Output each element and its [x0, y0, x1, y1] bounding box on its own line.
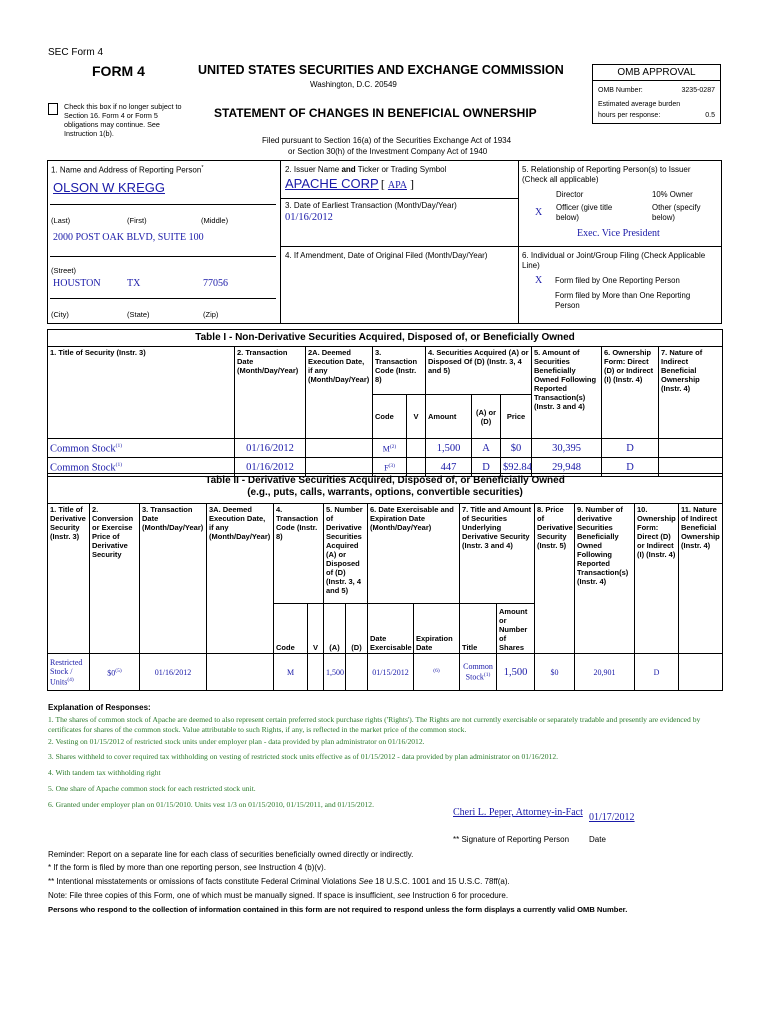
t2-row-und-title: Common Stock$^{(1)}$ [460, 654, 497, 691]
t2-row-expiration: (6) [414, 654, 460, 691]
table1-subheader-amount: Amount [426, 395, 472, 439]
table1-header-title: 1. Title of Security (Instr. 3) [48, 347, 235, 439]
other-option[interactable]: Other (specify below) [652, 203, 701, 222]
explanation-title: Explanation of Responses: [48, 703, 151, 712]
t2-row-deemed [207, 654, 274, 691]
table2-header-underlying: 7. Title and Amount of Securities Underlying Derivative Security (Instr. 3 and 4) [460, 504, 535, 604]
t2-row-date: 01/16/2012 [140, 654, 207, 691]
row1-nature [659, 439, 723, 458]
ten-percent-owner-option[interactable]: 10% Owner [652, 190, 693, 199]
explanation-item: 2. Vesting on 01/15/2012 of restricted stock units under employer plan - data provided by plan administrator on 01/16/2012. [48, 737, 425, 746]
issuer-ticker[interactable]: APA [387, 180, 407, 191]
t2-row-a: 1,500 [324, 654, 346, 691]
officer-title: Exec. Vice President [577, 228, 660, 239]
signature-date: 01/17/2012 [589, 812, 635, 823]
relationship-label: 5. Relationship of Reporting Person(s) to Issuer (Check all applicable) [522, 165, 691, 184]
signature-date-label: Date [589, 835, 606, 844]
table1-header-code: 3. Transaction Code (Instr. 8) [373, 347, 426, 395]
t2-row-form: D [635, 654, 679, 691]
t2-row-owned: 20,901 [575, 654, 635, 691]
address-city: HOUSTON [53, 278, 101, 289]
officer-check-mark[interactable]: X [535, 207, 543, 218]
row1-date: 01/16/2012 [235, 439, 306, 458]
t2-row-conversion: $0$^{(5)}$ [90, 654, 140, 691]
last-label: (Last) [51, 216, 71, 225]
row1-amount: 1,500 [426, 439, 472, 458]
table2-header-code: 4. Transaction Code (Instr. 8) [274, 504, 324, 604]
table2-header-date: 3. Transaction Date (Month/Day/Year) [140, 504, 207, 654]
table-row [48, 439, 723, 458]
explanation-item: 3. Shares withheld to cover required tax withholding on vesting of restricted stock units effective as of 01/15/2012 - data provided by plan administrator on 01/16/2012. [48, 752, 559, 761]
t2-row-d [346, 654, 368, 691]
row2-code: $F^{(3)}$ [373, 458, 407, 477]
explanation-item: 5. One share of Apache common stock for each restricted stock unit. [48, 784, 256, 793]
filed-pursuant-line2: or Section 30(h) of the Investment Company Act of 1940 [288, 147, 488, 156]
table2-header-title: 1. Title of Derivative Security (Instr. 3) [48, 504, 90, 654]
table1-header-securities: 4. Securities Acquired (A) or Disposed Of (D) (Instr. 3, 4 and 5) [426, 347, 532, 395]
table1-header-amount-owned: 5. Amount of Securities Beneficially Owned Following Reported Transaction(s) (Instr. 3 and 4) [532, 347, 602, 439]
explanation-item: 4. With tandem tax withholding right [48, 768, 161, 777]
more-reporting-persons-option[interactable]: Form filed by More than One Reporting Person [555, 291, 691, 310]
table2-subheader-a: (A) [324, 604, 346, 654]
table2-subheader-d: (D) [346, 604, 368, 654]
table2-subheader-v: V [308, 604, 324, 654]
zip-label: (Zip) [203, 310, 219, 319]
middle-label: (Middle) [201, 216, 229, 225]
row2-owned: 29,948 [532, 458, 602, 477]
footnote-misstatements: ** Intentional misstatements or omissions of facts constitute Federal Criminal Violations See 18 U.S.C. 1001 and 15 U.S.C. 78ff(a). [48, 877, 510, 886]
table2-title-line1: Table II - Derivative Securities Acquired, Disposed of, or Beneficially Owned [205, 475, 565, 486]
table2-subheader-date-ex: Date Exercisable [368, 604, 414, 654]
city-label: (City) [51, 310, 69, 319]
t2-row-und-amount: 1,500 [497, 654, 535, 691]
form-title: FORM 4 [92, 63, 145, 79]
row1-title: Common Stock$^{(1)}$ [48, 439, 235, 458]
table2-header-conversion: 2. Conversion or Exercise Price of Derivative Security [90, 504, 140, 654]
table1-subheader-v: V [407, 395, 426, 439]
row2-ad: D [472, 458, 501, 477]
officer-option[interactable]: Officer (give title below) [556, 203, 613, 222]
director-option[interactable]: Director [556, 190, 584, 199]
table2-subheader-title: Title [460, 604, 497, 654]
table2-subheader-amount: Amount or Number of Shares [497, 604, 535, 654]
earliest-transaction-date: 01/16/2012 [285, 212, 333, 223]
checkbox-instruction: Check this box if no longer subject to Section 16. Form 4 or Form 5 obligations may continue. See Instruction 1(b). [64, 102, 182, 138]
street-label: (Street) [51, 266, 77, 275]
table1-subheader-aord: (A) or (D) [472, 395, 501, 439]
t2-row-nature [679, 654, 723, 691]
row2-title: Common Stock$^{(1)}$ [48, 458, 235, 477]
table2-header-exercisable: 6. Date Exercisable and Expiration Date (Month/Day/Year) [368, 504, 460, 604]
table2-header-nature: 11. Nature of Indirect Beneficial Ownership (Instr. 4) [679, 504, 723, 654]
reminder-text: Reminder: Report on a separate line for each class of securities beneficially owned directly or indirectly. [48, 850, 414, 859]
table1-header-nature: 7. Nature of Indirect Beneficial Ownership (Instr. 4) [659, 347, 723, 439]
amendment-label: 4. If Amendment, Date of Original Filed (Month/Day/Year) [285, 251, 488, 260]
row1-owned: 30,395 [532, 439, 602, 458]
row1-code: $M^{(2)}$ [373, 439, 407, 458]
row1-form: D [602, 439, 659, 458]
table1-subheader-code: Code [373, 395, 407, 439]
omb-number-value: 3235-0287 [681, 87, 715, 94]
agency-city: Washington, D.C. 20549 [310, 80, 397, 89]
omb-hours-value: 0.5 [705, 112, 715, 119]
signature-label: ** Signature of Reporting Person [453, 835, 570, 844]
table2-header-owned: 9. Number of derivative Securities Beneficially Owned Following Reported Transaction(s) (Instr. 4) [575, 504, 635, 654]
omb-notice: Persons who respond to the collection of information contained in this form are not required to respond unless the form displays a currently valid OMB Number. [48, 905, 628, 914]
explanation-list [48, 715, 722, 810]
one-reporting-person-option[interactable]: Form filed by One Reporting Person [555, 276, 680, 285]
one-person-check-mark[interactable]: X [535, 275, 543, 286]
sec-form-label: SEC Form 4 [48, 47, 104, 58]
row2-form: D [602, 458, 659, 477]
omb-approval-box [592, 64, 721, 124]
issuer-name-row: APACHE CORP [ APA ] [285, 176, 414, 191]
non-derivative-table [47, 329, 723, 477]
state-label: (State) [127, 310, 150, 319]
row1-v [407, 439, 426, 458]
t2-row-price: $0 [535, 654, 575, 691]
table1-title: Table I - Non-Derivative Securities Acquired, Disposed of, or Beneficially Owned [48, 330, 723, 347]
table1-header-ownership-form: 6. Ownership Form: Direct (D) or Indirect (I) (Instr. 4) [602, 347, 659, 439]
signature-name: Cheri L. Peper, Attorney-in-Fact [453, 807, 583, 818]
row2-date: 01/16/2012 [235, 458, 306, 477]
issuer-name[interactable]: APACHE CORP [285, 176, 379, 191]
filed-pursuant-line1: Filed pursuant to Section 16(a) of the Securities Exchange Act of 1934 [262, 136, 512, 145]
row2-price: $92.84 [501, 458, 532, 477]
omb-number-label: OMB Number: [598, 87, 643, 94]
derivative-table [47, 473, 723, 691]
agency-title: UNITED STATES SECURITIES AND EXCHANGE COMMISSION [198, 63, 564, 77]
earliest-transaction-label: 3. Date of Earliest Transaction (Month/Day/Year) [285, 201, 457, 210]
table2-subheader-code: Code [274, 604, 308, 654]
first-label: (First) [127, 216, 147, 225]
table2-header-number: 5. Number of Derivative Securities Acquired (A) or Disposed of (D) (Instr. 3, 4 and 5) [324, 504, 368, 604]
address-state: TX [127, 278, 141, 289]
no-longer-subject-checkbox[interactable] [48, 103, 58, 115]
address-street: 2000 POST OAK BLVD, SUITE 100 [53, 232, 204, 243]
omb-title: OMB APPROVAL [593, 65, 720, 81]
table1-header-date: 2. Transaction Date (Month/Day/Year) [235, 347, 306, 439]
row1-deemed [306, 439, 373, 458]
t2-row-code: M [274, 654, 308, 691]
table2-header-form: 10. Ownership Form: Direct (D) or Indirect (I) (Instr. 4) [635, 504, 679, 654]
reporting-person-name[interactable]: OLSON W KREGG [53, 180, 165, 195]
t2-row-v [308, 654, 324, 691]
table2-subheader-exp: Expiration Date [414, 604, 460, 654]
reporting-person-label: 1. Name and Address of Reporting Person* [51, 165, 204, 175]
t2-row-exercisable: 01/15/2012 [368, 654, 414, 691]
table2-title-line2: (e.g., puts, calls, warrants, options, convertible securities) [247, 487, 523, 498]
footnote-multiple-persons: * If the form is filed by more than one reporting person, see Instruction 4 (b)(v). [48, 863, 326, 872]
table2-header-deemed: 3A. Deemed Execution Date, if any (Month/Day/Year) [207, 504, 274, 654]
table1-subheader-price: Price [501, 395, 532, 439]
issuer-label: 2. Issuer Name and Ticker or Trading Symbol [285, 165, 447, 174]
t2-row-title: Restricted Stock / Units$^{(4)}$ [48, 654, 90, 691]
omb-hours-label: hours per response: [598, 112, 661, 119]
row2-amount: 447 [426, 458, 472, 477]
address-zip: 77056 [203, 278, 228, 289]
filing-type-label: 6. Individual or Joint/Group Filing (Check Applicable Line) [522, 251, 706, 270]
statement-title: STATEMENT OF CHANGES IN BENEFICIAL OWNERSHIP [214, 106, 537, 120]
table2-header-price: 8. Price of Derivative Security (Instr. 5) [535, 504, 575, 654]
explanation-item: 6. Granted under employer plan on 01/15/2010. Units vest 1/3 on 01/15/2010, 01/15/2011, and 01/15/2012. [48, 800, 375, 809]
table2-title [48, 474, 723, 504]
row1-price: $0 [501, 439, 532, 458]
omb-burden-label: Estimated average burden [598, 101, 681, 108]
explanation-item: 1. The shares of common stock of Apache are deemed to also represent certain preferred stock purchase rights ('Rights'). The Rights are not currently exercisable or separately tradable and presently are evidenced by certificates for shares of the common stock. Value attributable to such Rights, if any, is reflected in the market price of the common stock. [48, 715, 701, 734]
table1-header-deemed: 2A. Deemed Execution Date, if any (Month/Day/Year) [306, 347, 373, 439]
row1-ad: A [472, 439, 501, 458]
table-row [48, 654, 723, 691]
footnote-copies: Note: File three copies of this Form, one of which must be manually signed. If space is insufficient, see Instruction 6 for procedure. [48, 891, 509, 900]
